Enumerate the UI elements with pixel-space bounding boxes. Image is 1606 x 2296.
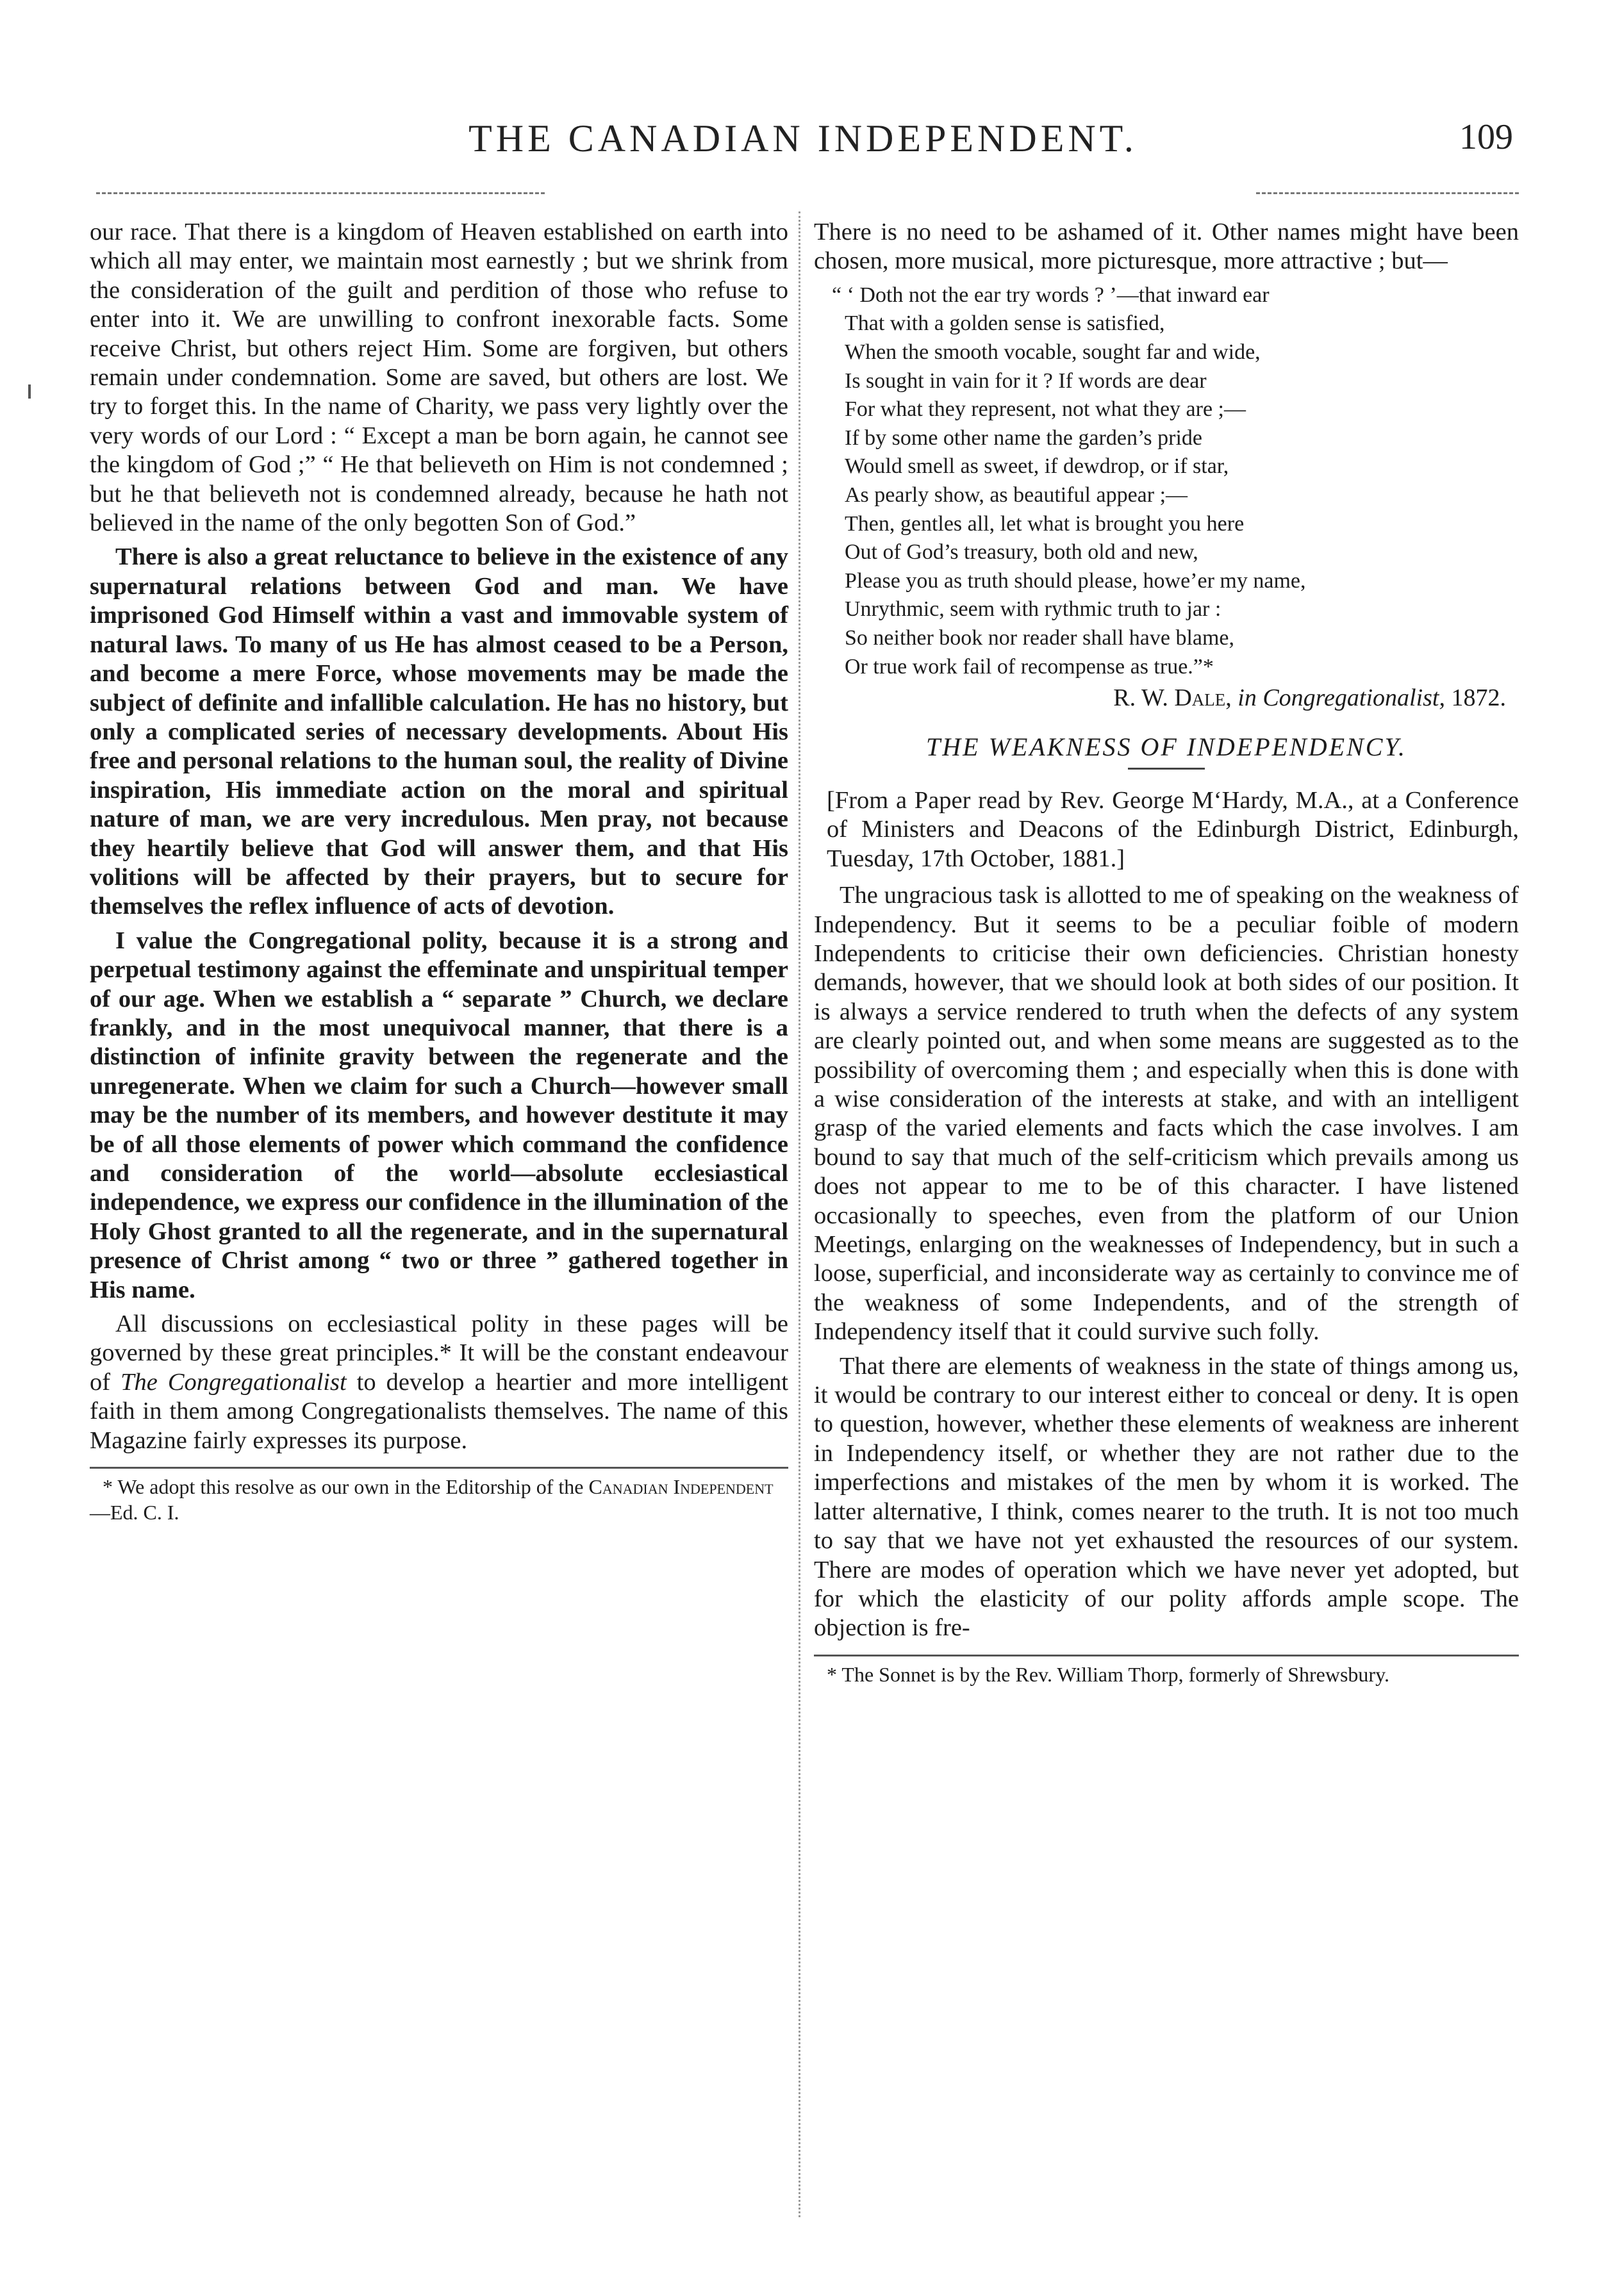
poem-line: Unrythmic, seem with rythmic truth to jar : [845, 597, 1221, 622]
paragraph: That there are elements of weakness in the state of things among us, it would be contrary to our interest either to conceal or deny. It is open to question, however, whether these elements of weakness are inherent in Independency itself, or whether they are not rather due to the imperfections and mistakes of the men by whom it is worked. The latter alternative, I think, comes nearer to the truth. It is not too much to say that we have not yet exhausted the resources of our system. There are modes of operation which we have never yet adopted, but for which the elasticity of our polity affords ample scope. The objection is fre- [814, 1352, 1519, 1642]
section-title: THE WEAKNESS OF INDEPENDENCY. [926, 732, 1407, 761]
source: in Congregationalist, [1238, 684, 1445, 712]
poem-line: That with a golden sense is satisfied, [845, 311, 1165, 336]
editor-note: [From a Paper read by Rev. George M‘Hardy, M.A., at a Conference of Ministers and Deacons of the Edinburgh District, Edinburgh, Tuesday, 17th October, 1881.] [827, 786, 1519, 872]
paragraph-text: All discussions on ecclesiastical polity in these pages will be governed by these great principles.* It will be the constant endeavour of [90, 1310, 788, 1396]
running-title: THE CANADIAN INDEPENDENT. [468, 117, 1138, 160]
author: R. W. Dale, [1113, 684, 1232, 712]
poem-line: As pearly show, as beautiful appear ;— [845, 483, 1188, 507]
poem-line: Out of God’s treasury, both old and new, [845, 540, 1198, 565]
poem-line: Is sought in vain for it ? If words are dear [845, 368, 1207, 393]
paragraph: There is no need to be ashamed of it. Other names might have been chosen, more musical, more picturesque, more attractive ; but— [814, 219, 1519, 275]
poem-line: “ ‘ Doth not the ear try words ? ’—that inward ear [832, 283, 1270, 307]
footnote-signature: —Ed. C. I. [90, 1501, 179, 1524]
header-rule-right [1256, 192, 1519, 194]
running-head [0, 117, 1606, 168]
poem-line: Please you as truth should please, howe’er my name, [845, 568, 1306, 593]
header-rule-left [96, 192, 545, 194]
left-column [90, 218, 788, 1530]
footnote: * The Sonnet is by the Rev. William Thorp, formerly of Shrewsbury. [827, 1662, 1389, 1686]
sonnet [832, 281, 1519, 681]
paragraph [90, 1310, 788, 1455]
poem-line: For what they represent, not what they are ;— [845, 397, 1246, 422]
title-rule [1128, 768, 1205, 770]
paragraph: our race. That there is a kingdom of Heaven established on earth into which all may enter, we maintain most earnestly ; but we shrink from the consideration of the guilt and perdition of those who refuse to enter into it. We are unwilling to confront inexorable facts. Some receive Christ, but others reject Him. Some are forgiven, but others remain under condemnation. Some are saved, but others are lost. We try to forget this. In the name of Charity, we pass very lightly over the very words of our Lord : “ Except a man be born again, he cannot see the kingdom of God ;” “ He that believeth on Him is not condemned ; but he that believeth not is condemned already, because he hath not believed in the name of the only begotten Son of God.” [90, 219, 788, 537]
poem-line: So neither book nor reader shall have blame, [845, 625, 1235, 650]
page-number: 109 [1459, 117, 1513, 157]
year: 1872. [1451, 684, 1506, 712]
paragraph: The ungracious task is allotted to me of speaking on the weakness of Independency. But it seems to be a peculiar foible of modern Independents to criticise their own deficiencies. Christian honesty demands, however, that we should look at both sides of our position. It is always a service rendered to truth when the defects of any system are clearly pointed out, and when some means are suggested as to the possibility of overcoming them ; and especially when this is done with a wise consideration of the interests at stake, and with an intelligent grasp of the varied elements and facts which the case involves. I am bound to say that much of the self-criticism which prevails among us does not appear to me to be of this character. I have listened occasionally to speeches, even from the platform of our Union Meetings, enlarging on the weaknesses of Independency, but in such a loose, superficial, and inconsiderate way as certainly to convince me of the weakness of some Independents, and of the strength of Independency itself that it could survive such folly. [814, 882, 1519, 1346]
poem-line: Then, gentles all, let what is brought you here [845, 511, 1245, 536]
footnote-smallcaps: Canadian Independent [588, 1475, 774, 1499]
column-divider [799, 211, 800, 2217]
poem-line: Or true work fail of recompense as true.”* [845, 654, 1214, 679]
footnote [90, 1474, 788, 1525]
poem-line: Would smell as sweet, if dewdrop, or if star, [845, 454, 1229, 479]
footnote-text: * We adopt this resolve as our own in the Editorship of the [103, 1475, 584, 1499]
right-column [814, 218, 1519, 1692]
magazine-title: The Congregationalist [120, 1368, 347, 1396]
paragraph: There is also a great reluctance to believe in the existence of any supernatural relations between God and man. We have imprisoned God Himself within a vast and immovable system of natural laws. To many of us He has almost ceased to be a Person, and become a mere Force, whose movements may be made the subject of definite and infallible calculation. He has no history, but only a complicated series of necessary developments. About His free and personal relations to the human soul, the reality of Divine inspiration, His immediate action on the moral and spiritual nature of man, we are very incredulous. Men pray, not because they heartily believe that God will answer them, and that His volitions will be affected by their prayers, but to secure for themselves the reflex influence of acts of devotion. [90, 543, 788, 920]
paragraph: I value the Congregational polity, because it is a strong and perpetual testimony against the effeminate and unspiritual temper of our age. When we establish a “ separate ” Church, we declare frankly, and in the most unequivocal manner, that there is a distinction of infinite gravity between the regenerate and the unregenerate. When we claim for such a Church—however small may be the number of its members, and however destitute it may be of all those elements of power which command the confidence and consideration of the world—absolute ecclesiastical independence, we express our confidence in the illumination of the Holy Ghost granted to all the regenerate, and in the supernatural presence of Christ among “ two or three ” gathered together in His name. [90, 927, 788, 1303]
sonnet-attribution [814, 684, 1506, 713]
margin-mark [28, 384, 31, 399]
poem-line: When the smooth vocable, sought far and wide, [845, 340, 1261, 364]
footnote-rule [90, 1467, 788, 1469]
paragraph-text: to develop a heartier and more intelligent faith in them among Congregationalists themselves. The name of this Magazine fairly expresses its purpose. [90, 1368, 789, 1454]
footnote-rule [814, 1655, 1519, 1656]
poem-line: If by some other name the garden’s pride [845, 425, 1202, 450]
